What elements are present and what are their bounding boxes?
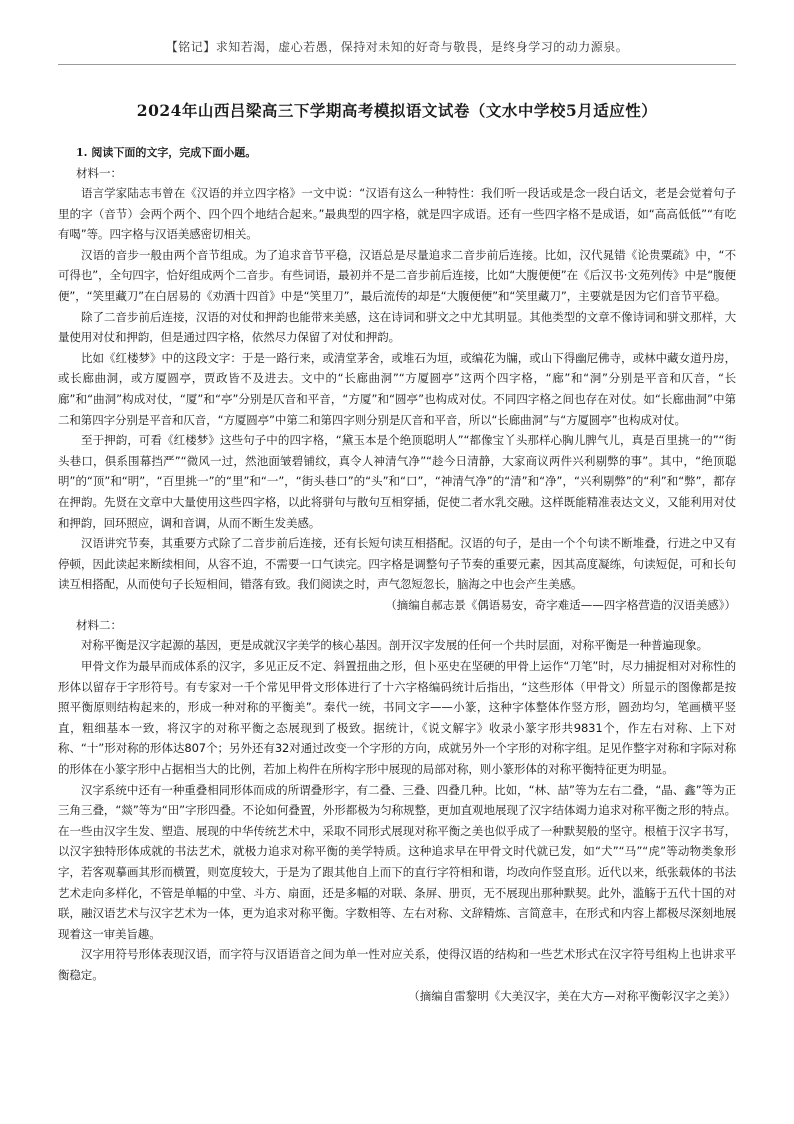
header-divider <box>58 64 736 65</box>
material-1-source: （摘编自郝志景《偶语易安，奇字难适——四字格营造的汉语美感》） <box>385 597 736 612</box>
material-1-paragraph: 至于押韵，可看《红楼梦》这些句子中的四字格，“黛玉本是个绝顶聪明人”“都像宝丫头那样心胸儿脾气儿，真是百里挑一的”“街头巷口，俱系围幕挡严”“微风一过，然池面皱碧铺纹，真令人神清气净”“趁今日清静，大家商议两件兴利剔弊的事”。其中，“绝顶聪明”的“顶”和“明”，“百里挑一”的“里”和“一”，“街头巷口”的“头”和“口”，“神清气净”的“清”和“净”，“兴利剔弊”的“利”和“弊”，都存在押韵。先贤在文章中大量使用这些四字格，以此将骈句与散句互相穿插，促使二者水乳交融。这样既能精准表达文义，又能利用对仗和押韵，回环照应，调和音调，从而不断生发美感。 <box>58 433 736 530</box>
material-1-paragraph: 比如《红楼梦》中的这段文字：于是一路行来，或清堂茅舍，或堆石为垣，或编花为牖，或山下得幽尼佛寺，或林中藏女道丹房，或长廊曲洞，或方厦圆亭，贾政皆不及进去。文中的“长廊曲洞”“方厦圆亭”这两个四字格，“廊”和“洞”分别是平音和仄音，“长廊”和“曲洞”构成对仗，“厦”和“亭”分别是仄音和平音，“方厦”和“圆亭”也构成对仗。不同四字格之间也存在对仗。如“长廊曲洞”中第二和第四字分别是平音和仄音，“方厦圆亭”中第二和第四字则分别是仄音和平音，所以“长廊曲洞”与“方厦圆亭”也构成对仗。 <box>58 350 736 427</box>
material-2-source: （摘编自雷黎明《大美汉字，美在大方—对称平衡彰汉字之美》） <box>408 988 736 1003</box>
question-prompt: 1. 阅读下面的文字，完成下面小题。 <box>76 146 257 159</box>
page-title: 2024年山西吕梁高三下学期高考模拟语文试卷（文水中学校5月适应性） <box>136 101 658 120</box>
material-1-paragraph: 汉语讲究节奏，其重要方式除了二音步前后连接，还有长短句读互相搭配。汉语的句子，是由一个个句读不断堆叠，行进之中又有停顿，因此读起来断续相间，从容不迫，不需要一口气读完。四字格是调整句子节奏的重要元素，因其高度凝练，句读短促，可和长句读互相搭配，从而使句子长短相间，错落有致。我们阅读之时，声气忽短忽长，脑海之中也会产生美感。 <box>58 536 736 592</box>
material-2-paragraph: 汉字系统中还有一种重叠相同形体而成的所谓叠形字，有二叠、三叠、四叠几种。比如，“林、喆”等为左右二叠，“晶、鑫”等为正三角三叠，“燚”等为“田”字形四叠。不论如何叠置，外形都极为匀称规整，更加直观地展现了汉字结体竭力追求对称平衡之形的特点。在一些由汉字生发、塑造、展现的中华传统艺术中，采取不同形式展现对称平衡之美也似乎成了一种默契般的坚守。根植于汉字书写，以汉字独特形体成就的书法艺术，就极力追求对称平衡的美学特质。这种追求早在甲骨文时代就已发，如“犬”“马”“虎”等动物类象形字，若客观摹画其形而横置，则宽度较大，于是为了跟其他自上而下的直行字符相和谐，均改向作竖直形。近代以来，纸张载体的书法艺术走向多样化，不管是单幅的中堂、斗方、扇面，还是多幅的对联、条屏、册页，无不展现出那种默契。此外，滥觞于五代十国的对联，融汉语艺术与汉字艺术为一体，更为追求对称平衡。字数相等、左右对称、文辞精炼、言简意丰，在形式和内容上都极尽深刻地展现着这一审美旨趣。 <box>58 782 736 941</box>
material-2-label: 材料二： <box>76 618 122 633</box>
material-2-paragraph: 对称平衡是汉字起源的基因，更是成就汉字美学的核心基因。剖开汉字发展的任何一个共时层面，对称平衡是一种普遍现象。 <box>81 638 708 653</box>
material-2-paragraph: 汉字用符号形体表现汉语，而字符与汉语语音之间为单一性对应关系，使得汉语的结构和一些艺术形式在汉字符号组构上也讲求平衡稳定。 <box>58 947 736 982</box>
material-2-paragraph: 甲骨文作为最早而成体系的汉字，多见正反不定、斜置扭曲之形，但卜巫史在坚硬的甲骨上运作“刀笔”时，尽力捕捉相对对称性的形体以留存于字形符号。有专家对一千个常见甲骨文形体进行了十六字格编码统计后指出，“这些形体（甲骨文）所显示的图像都是按照平衡原则结构起来的，形成一种对称的平衡美”。秦代一统，书同文字——小篆，这种字体整体作竖方形，圆劲均匀，笔画横平竖直，粗细基本一致，将汉字的对称平衡之态展现到了极致。据统计，《说文解字》收录小篆字形共9831个，作左右对称、上下对称、“十”形对称的形体达807个；另外还有32对通过改变一个字形的方向，成就另外一个字形的对称字组。足见作整字对称和字际对称的形体在小篆字形中占据相当大的比例，若加上构件在所构字形中展现的局部对称，则小篆形体的对称平衡特征更为明显。 <box>58 659 736 777</box>
header-motto: 【铭记】求知若渴，虚心若愚，保持对未知的好奇与敬畏，是终身学习的动力源泉。 <box>165 40 629 54</box>
material-1-label: 材料一： <box>76 166 122 180</box>
material-1-paragraph: 汉语的音步一般由两个音节组成。为了追求音节平稳，汉语总是尽量追求二音步前后连接。比如，汉代晁错《论贵粟疏》中，“不可得也”，全句四字，恰好组成两个二音步。有些词语，最初并不是二音步前后连接，比如“大腹便便”在《后汉书·文苑列传》中是“腹便便”，“笑里藏刀”在白居易的《劝酒十四首》中是“笑里刀”，最后流传的却是“大腹便便”和“笑里藏刀”，主要就是因为它们音节平稳。 <box>58 247 736 303</box>
material-1-paragraph: 语言学家陆志韦曾在《汉语的并立四字格》一文中说：“汉语有这么一种特性：我们听一段话或是念一段白话文，老是会觉着句子里的字（音节）会两个两个、四个四个地结合起来。”最典型的四字格，就是四字成语。还有一些四字格不是成语，如“高高低低”“有吃有喝”等。四字格与汉语美感密切相关。 <box>58 186 736 242</box>
material-1-paragraph: 除了二音步前后连接，汉语的对仗和押韵也能带来美感，这在诗词和骈文之中尤其明显。其他类型的文章不像诗词和骈文那样，大量使用对仗和押韵，但是通过四字格，依然尽力保留了对仗和押韵。 <box>58 309 736 345</box>
